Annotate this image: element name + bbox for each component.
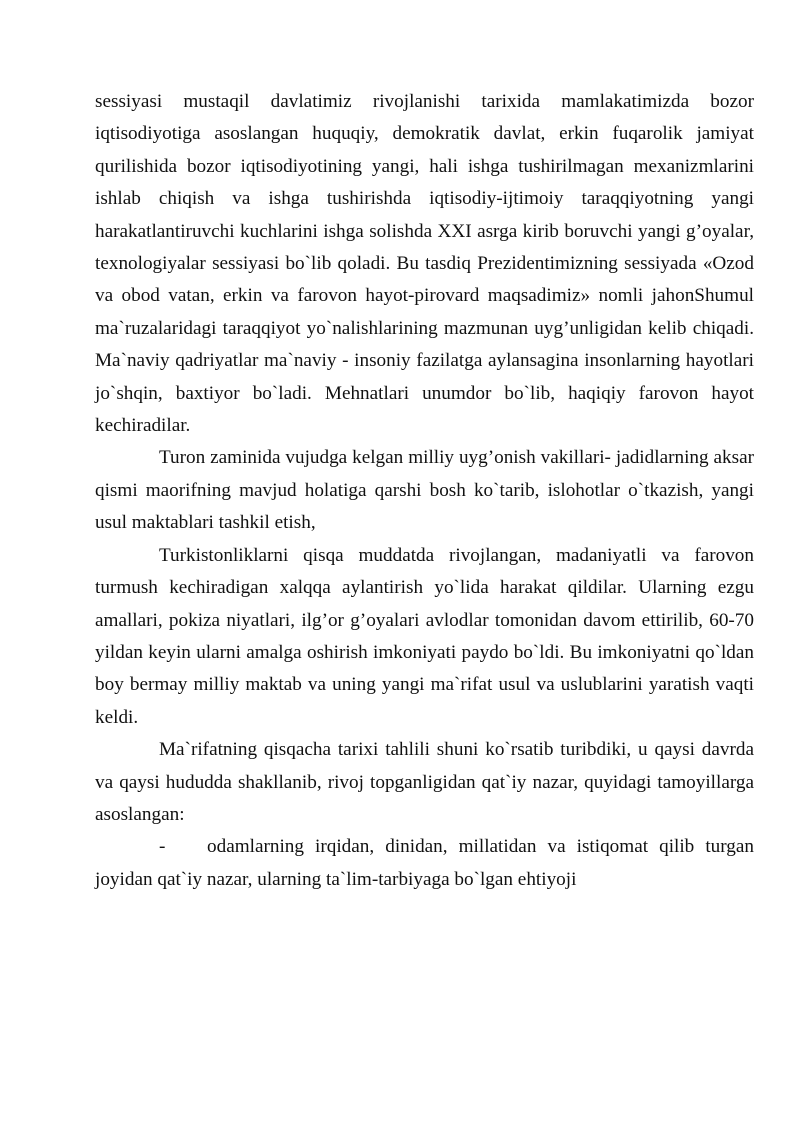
- bullet-marker: -: [159, 836, 166, 858]
- paragraph-3: Turkistonliklarni qisqa muddatda rivojlangan, madaniyatli va farovon turmush kechiradigan xalqqa aylantirish yo`lida harakat qildilar. Ularning ezgu amallari, pokiza niyatlari, ilg’or g’oyalari avlodlar tomonidan davom ettirilib, 60-70 yildan keyin ularni amalga oshirish imkoniyati paydo bo`ldi. Bu imkoniyatni qo`ldan boy bermay milliy maktab va uning yangi ma`rifat usul va uslublarini yaratish vaqti keldi.: [95, 544, 754, 728]
- paragraph-2: Turon zaminida vujudga kelgan milliy uyg’onish vakillari- jadidlarning aksar qismi maorifning mavjud holatiga qarshi bosh ko`tarib, islohotlar o`tkazish, yangi usul maktablari tashkil etish,: [95, 447, 754, 534]
- bullet-item: [95, 831, 754, 896]
- paragraph-1: sessiyasi mustaqil davlatimiz rivojlanishi tarixida mamlakatimizda bozor iqtisodiyotiga asoslangan huquqiy, demokratik davlat, erkin fuqarolik jamiyat qurilishida bozor iqtisodiyotining yangi, hali ishga tushirilmagan mexanizmlarini ishlab chiqish va ishga tushirishda iqtisodiy-ijtimoiy taraqqiyotning yangi harakatlantiruvchi kuchlarini ishga solishda XXI asrga kirib boruvchi yangi g’oyalar, texnologiyalar sessiyasi bo`lib qoladi. Bu tasdiq Prezidentimizning sessiyada «Ozod va obod vatan, erkin va farovon hayot-pirovard maqsadimiz» nomli jahonShumul ma`ruzalaridagi taraqqiyot yo`nalishlarining mazmunan uyg’unligidan kelib chiqadi. Ma`naviy qadriyatlar ma`naviy - insoniy fazilatga aylansagina insonlarning hayotlari jo`shqin, baxtiyor bo`ladi. Mehnatlari unumdor bo`lib, haqiqiy farovon hayot kechiradilar.: [95, 91, 754, 437]
- bullet-text: odamlarning irqidan, dinidan, millatidan va istiqomat qilib turgan joyidan qat`iy nazar, ularning ta`lim-tarbiyaga bo`lgan ehtiyoji: [95, 836, 754, 890]
- document-page: [95, 86, 754, 896]
- paragraph-4: Ma`rifatning qisqacha tarixi tahlili shuni ko`rsatib turibdiki, u qaysi davrda va qaysi hududda shakllanib, rivoj topganligidan qat`iy nazar, quyidagi tamoyillarga asoslangan:: [95, 739, 754, 825]
